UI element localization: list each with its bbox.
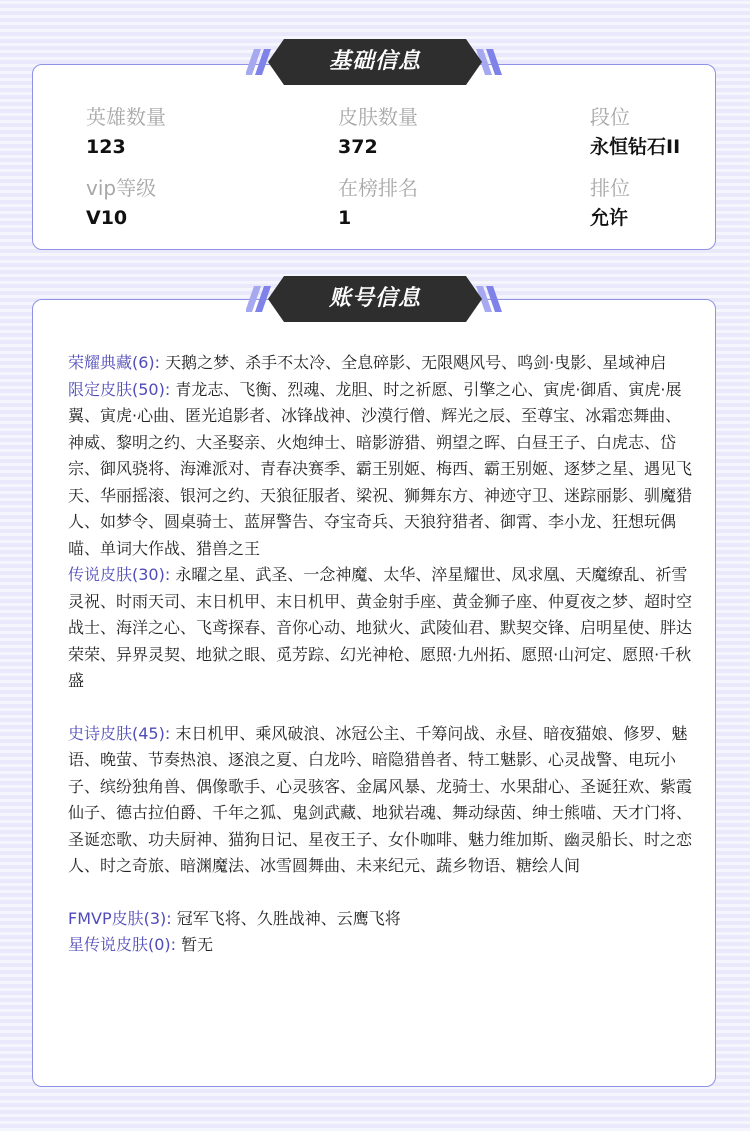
rank-tier <box>590 103 716 161</box>
category-label: 限定皮肤(50): <box>68 379 171 399</box>
skin-count-label: 皮肤数量 <box>338 105 418 129</box>
vip-level-value: V10 <box>86 207 128 229</box>
skin-category-epic <box>68 721 693 880</box>
ranked-allowed-label: 排位 <box>590 176 630 200</box>
account-info-card <box>32 299 716 1087</box>
basic-info-grid <box>86 103 716 243</box>
category-skins: 永曜之星、武圣、一念神魔、太华、淬星耀世、凤求凰、天魔缭乱、祈雪灵祝、时雨天司、末日机甲、末日机甲、黄金射手座、黄金狮子座、仲夏夜之梦、超时空战士、海洋之心、飞鸢探春、音你心动、地狱火、武陵仙君、默契交锋、启明星使、胖达荣荣、异界灵契、地狱之眼、觅芳踪、幻光神枪、愿照·九州拓、愿照·山河定、愿照·千秋盛 <box>68 565 693 690</box>
account-info-banner <box>246 276 504 322</box>
skin-category-star-legend <box>68 932 693 959</box>
vip-level <box>86 174 316 232</box>
ranked-allowed <box>590 174 716 232</box>
skin-category-limited <box>68 377 693 563</box>
ranked-allowed-value: 允许 <box>590 207 629 229</box>
category-label: 史诗皮肤(45): <box>68 723 171 743</box>
hero-count <box>86 103 316 161</box>
category-skins: 天鹅之梦、杀手不太冷、全息碎影、无限飓风号、鸣剑·曳影、星域神启 <box>165 353 667 372</box>
skin-list <box>68 350 693 959</box>
basic-info-title: 基础信息 <box>328 49 421 74</box>
category-skins: 暂无 <box>181 935 214 954</box>
account-info-title: 账号信息 <box>328 286 421 311</box>
basic-info-card <box>32 64 716 250</box>
category-label: 星传说皮肤(0): <box>68 935 177 954</box>
hero-count-label: 英雄数量 <box>86 105 166 129</box>
category-skins: 青龙志、飞衡、烈魂、龙胆、时之祈愿、引擎之心、寅虎·御盾、寅虎·展翼、寅虎·心曲、匿光追影者、冰锋战神、沙漠行僧、辉光之辰、至尊宝、冰霜恋舞曲、神威、黎明之约、大圣娶亲、火炮绅士、暗影游猎、朔望之晖、白昼王子、白虎志、岱宗、御风骁将、海滩派对、青春决赛季、霸王别姬、梅西、霸王别姬、逐梦之星、遇见飞天、华丽摇滚、银河之约、天狼征服者、梁祝、狮舞东方、神迹守卫、迷踪丽影、驯魔猎人、如梦令、圆桌骑士、蓝屏警告、夺宝奇兵、天狼狩猎者、御霄、李小龙、狂想玩偶喵、单词大作战、猎兽之王 <box>68 379 693 558</box>
category-label: 荣耀典藏(6): <box>68 353 161 372</box>
leaderboard-rank <box>338 174 568 232</box>
category-skins: 末日机甲、乘风破浪、冰冠公主、千筹问战、永昼、暗夜猫娘、修罗、魅语、晚萤、节奏热浪、逐浪之夏、白龙吟、暗隐猎兽者、特工魅影、心灵战警、电玩小子、缤纷独角兽、偶像歌手、心灵骇客、金属风暴、龙骑士、水果甜心、圣诞狂欢、紫霞仙子、德古拉伯爵、千年之狐、鬼剑武藏、地狱岩魂、舞动绿茵、绅士熊喵、天才门将、圣诞恋歌、功夫厨神、猫狗日记、星夜王子、女仆咖啡、魅力维加斯、幽灵船长、时之恋人、时之奇旅、暗渊魔法、冰雪圆舞曲、未来纪元、蔬乡物语、糖绘人间 <box>68 723 693 875</box>
leaderboard-rank-label: 在榜排名 <box>338 176 418 200</box>
skin-category-legendary <box>68 562 693 695</box>
skin-category-fmvp <box>68 906 693 933</box>
hero-count-value: 123 <box>86 136 126 158</box>
skin-category-glory-collection <box>68 350 693 377</box>
category-skins: 冠军飞将、久胜战神、云鹰飞将 <box>176 908 401 928</box>
vip-level-label: vip等级 <box>86 176 157 200</box>
category-label: 传说皮肤(30): <box>68 565 171 584</box>
skin-count <box>338 103 568 161</box>
leaderboard-rank-value: 1 <box>338 207 352 229</box>
rank-tier-value: 永恒钻石II <box>590 136 681 158</box>
basic-info-banner <box>246 39 504 85</box>
category-label: FMVP皮肤(3): <box>68 908 172 928</box>
skin-count-value: 372 <box>338 136 378 158</box>
rank-tier-label: 段位 <box>590 105 630 129</box>
